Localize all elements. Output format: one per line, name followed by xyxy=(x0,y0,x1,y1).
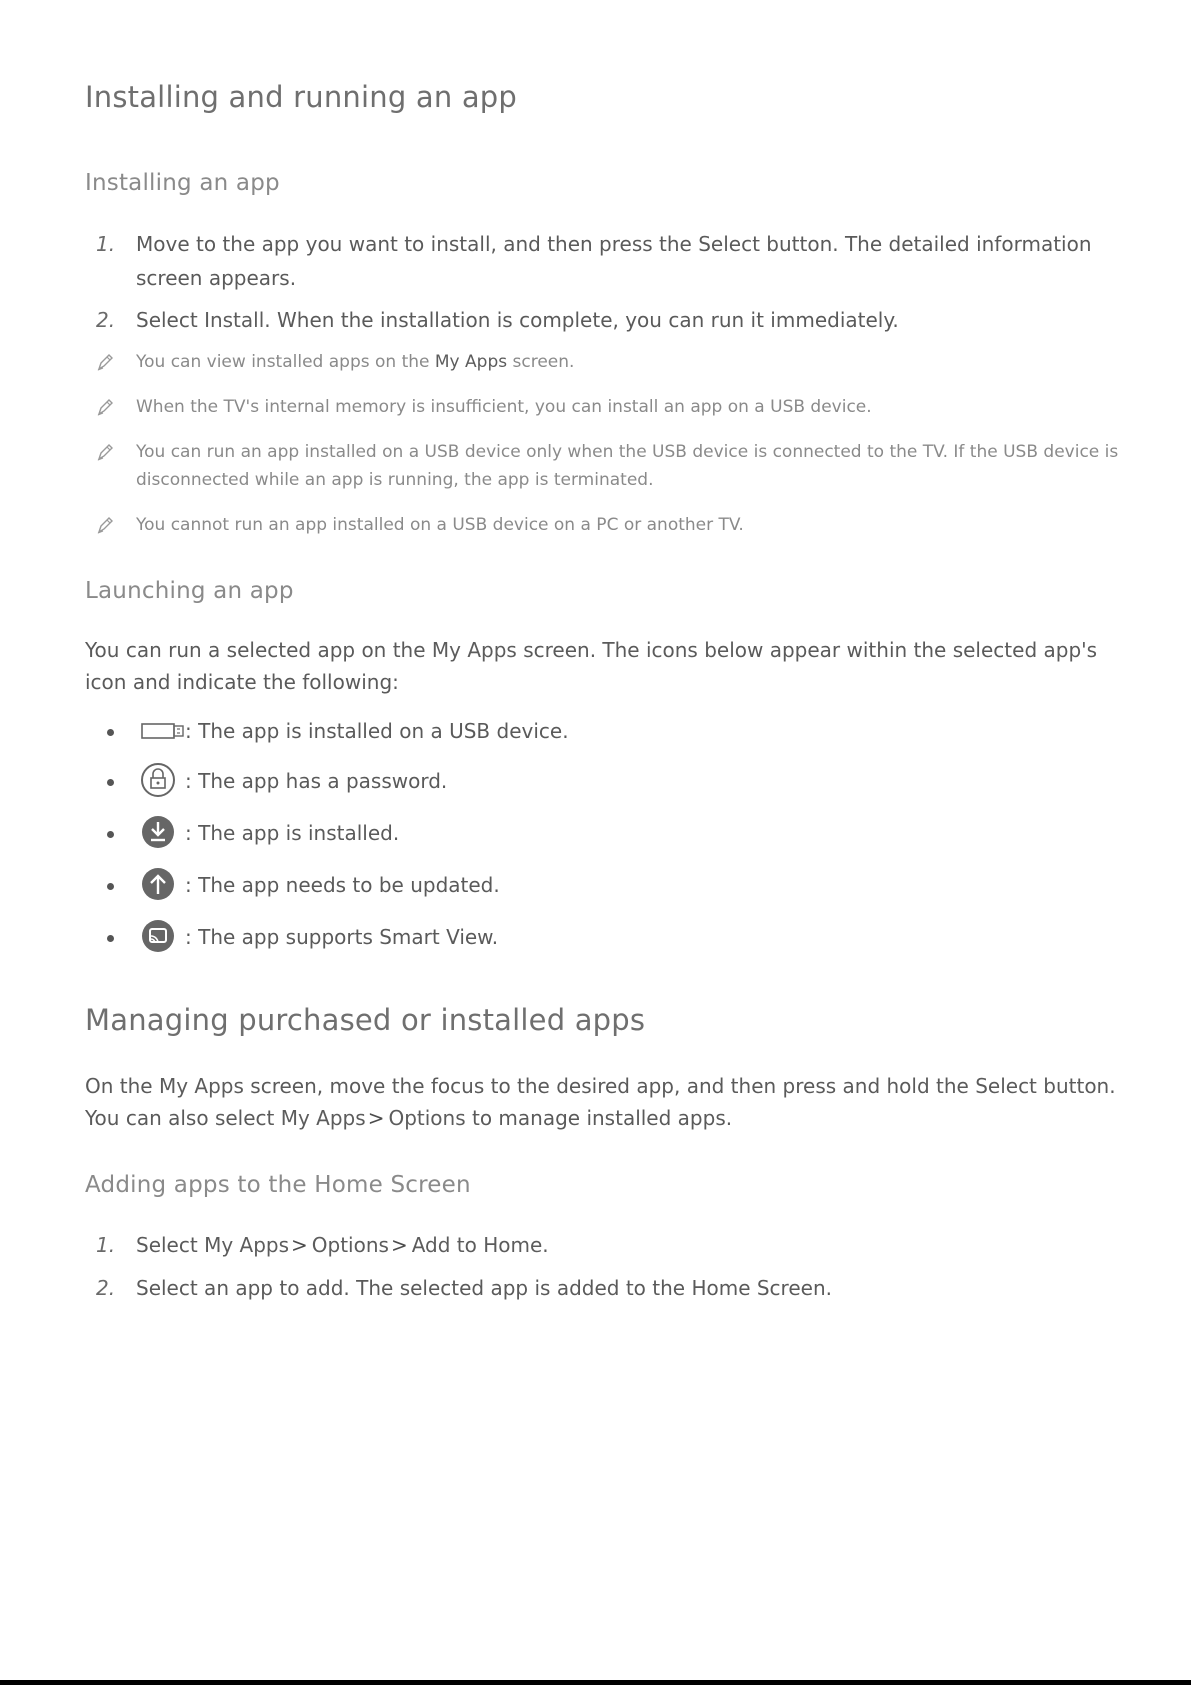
install-step-2 xyxy=(85,303,1125,337)
my-apps-label: My Apps xyxy=(434,352,508,372)
adding-step-2 xyxy=(85,1271,1125,1305)
step-number: 1. xyxy=(96,232,116,256)
bullet-installed xyxy=(85,812,985,856)
subsection-title-launching: Launching an app xyxy=(85,578,294,604)
pencil-note-icon xyxy=(95,442,115,462)
bullet-smart-view xyxy=(85,916,985,960)
step-text-pre: Select xyxy=(136,1233,205,1257)
para-text: screen, move the focus to the desired app, and then press and hold the Select button. You can also select xyxy=(85,1074,1116,1130)
managing-paragraph xyxy=(85,1070,1125,1134)
bullet-dot xyxy=(107,779,114,786)
bullet-text: : The app is installed on a USB device. xyxy=(185,719,569,743)
step-text-post: . xyxy=(542,1233,549,1257)
bullet-dot xyxy=(107,729,114,736)
pencil-note-icon xyxy=(95,352,115,372)
options-label: Options xyxy=(388,1106,466,1130)
step-text: Move to the app you want to install, and then press the Select button. The detailed information screen appears. xyxy=(136,232,1092,290)
download-installed-icon xyxy=(140,814,176,850)
chevron-right-icon: > xyxy=(291,1233,308,1257)
note-text-post: screen. xyxy=(507,352,575,372)
section-title-installing-running: Installing and running an app xyxy=(85,80,518,114)
lock-icon xyxy=(140,762,176,798)
step-number: 2. xyxy=(96,308,116,332)
usb-device-icon xyxy=(140,712,186,748)
my-apps-label: My Apps xyxy=(204,1233,290,1257)
chevron-right-icon: > xyxy=(390,1233,408,1257)
install-menu-label: Install xyxy=(204,308,265,332)
note-text: You can run an app installed on a USB device only when the USB device is connected to the TV. If the USB device is disconnected while an app is running, the app is terminated. xyxy=(136,442,1119,490)
section-title-managing: Managing purchased or installed apps xyxy=(85,1003,646,1037)
step-text xyxy=(136,303,1125,337)
note-4 xyxy=(85,511,1125,539)
bullet-usb xyxy=(85,710,985,754)
my-apps-label: My Apps xyxy=(280,1106,366,1130)
pencil-note-icon xyxy=(95,397,115,417)
bullet-text: : The app needs to be updated. xyxy=(185,873,500,897)
bullet-dot xyxy=(107,883,114,890)
bullet-text: : The app supports Smart View. xyxy=(185,925,499,949)
step-text-pre: Select xyxy=(136,308,205,332)
note-text xyxy=(136,348,1125,376)
step-number: 1. xyxy=(96,1233,116,1257)
note-text: You cannot run an app installed on a USB device on a PC or another TV. xyxy=(136,515,744,535)
bullet-dot xyxy=(107,831,114,838)
update-arrow-icon xyxy=(140,866,176,902)
bullet-text: : The app has a password. xyxy=(185,769,448,793)
adding-step-1 xyxy=(85,1228,1125,1262)
subsection-title-installing: Installing an app xyxy=(85,170,280,196)
note-1 xyxy=(85,348,1125,376)
pencil-note-icon xyxy=(95,515,115,535)
smart-view-cast-icon xyxy=(140,918,176,954)
note-text-pre: You can view installed apps on the xyxy=(136,352,435,372)
bullet-dot xyxy=(107,935,114,942)
add-to-home-label: Add to Home xyxy=(411,1233,543,1257)
options-label: Options xyxy=(311,1233,389,1257)
launching-intro xyxy=(85,634,1125,698)
bullet-lock xyxy=(85,760,985,804)
para-text: to manage installed apps. xyxy=(465,1106,733,1130)
my-apps-label: My Apps xyxy=(431,638,517,662)
my-apps-label: My Apps xyxy=(158,1074,244,1098)
intro-text-post: screen. The icons below appear within the selected app's icon and indicate the following: xyxy=(85,638,1098,694)
bullet-text: : The app is installed. xyxy=(185,821,400,845)
bullet-update xyxy=(85,864,985,908)
note-3 xyxy=(85,438,1125,494)
step-text-post: . When the installation is complete, you can run it immediately. xyxy=(264,308,899,332)
note-text: When the TV's internal memory is insufficient, you can install an app on a USB device. xyxy=(136,397,872,417)
note-2 xyxy=(85,393,1125,421)
para-text: On the xyxy=(85,1074,159,1098)
step-text xyxy=(136,1228,1125,1262)
subsection-title-adding: Adding apps to the Home Screen xyxy=(85,1172,471,1198)
install-step-1 xyxy=(85,227,1125,295)
page-bottom-border xyxy=(0,1680,1191,1685)
intro-text-pre: You can run a selected app on the xyxy=(85,638,432,662)
step-number: 2. xyxy=(96,1276,116,1300)
step-text: Select an app to add. The selected app is added to the Home Screen. xyxy=(136,1276,832,1300)
chevron-right-icon: > xyxy=(367,1106,385,1130)
